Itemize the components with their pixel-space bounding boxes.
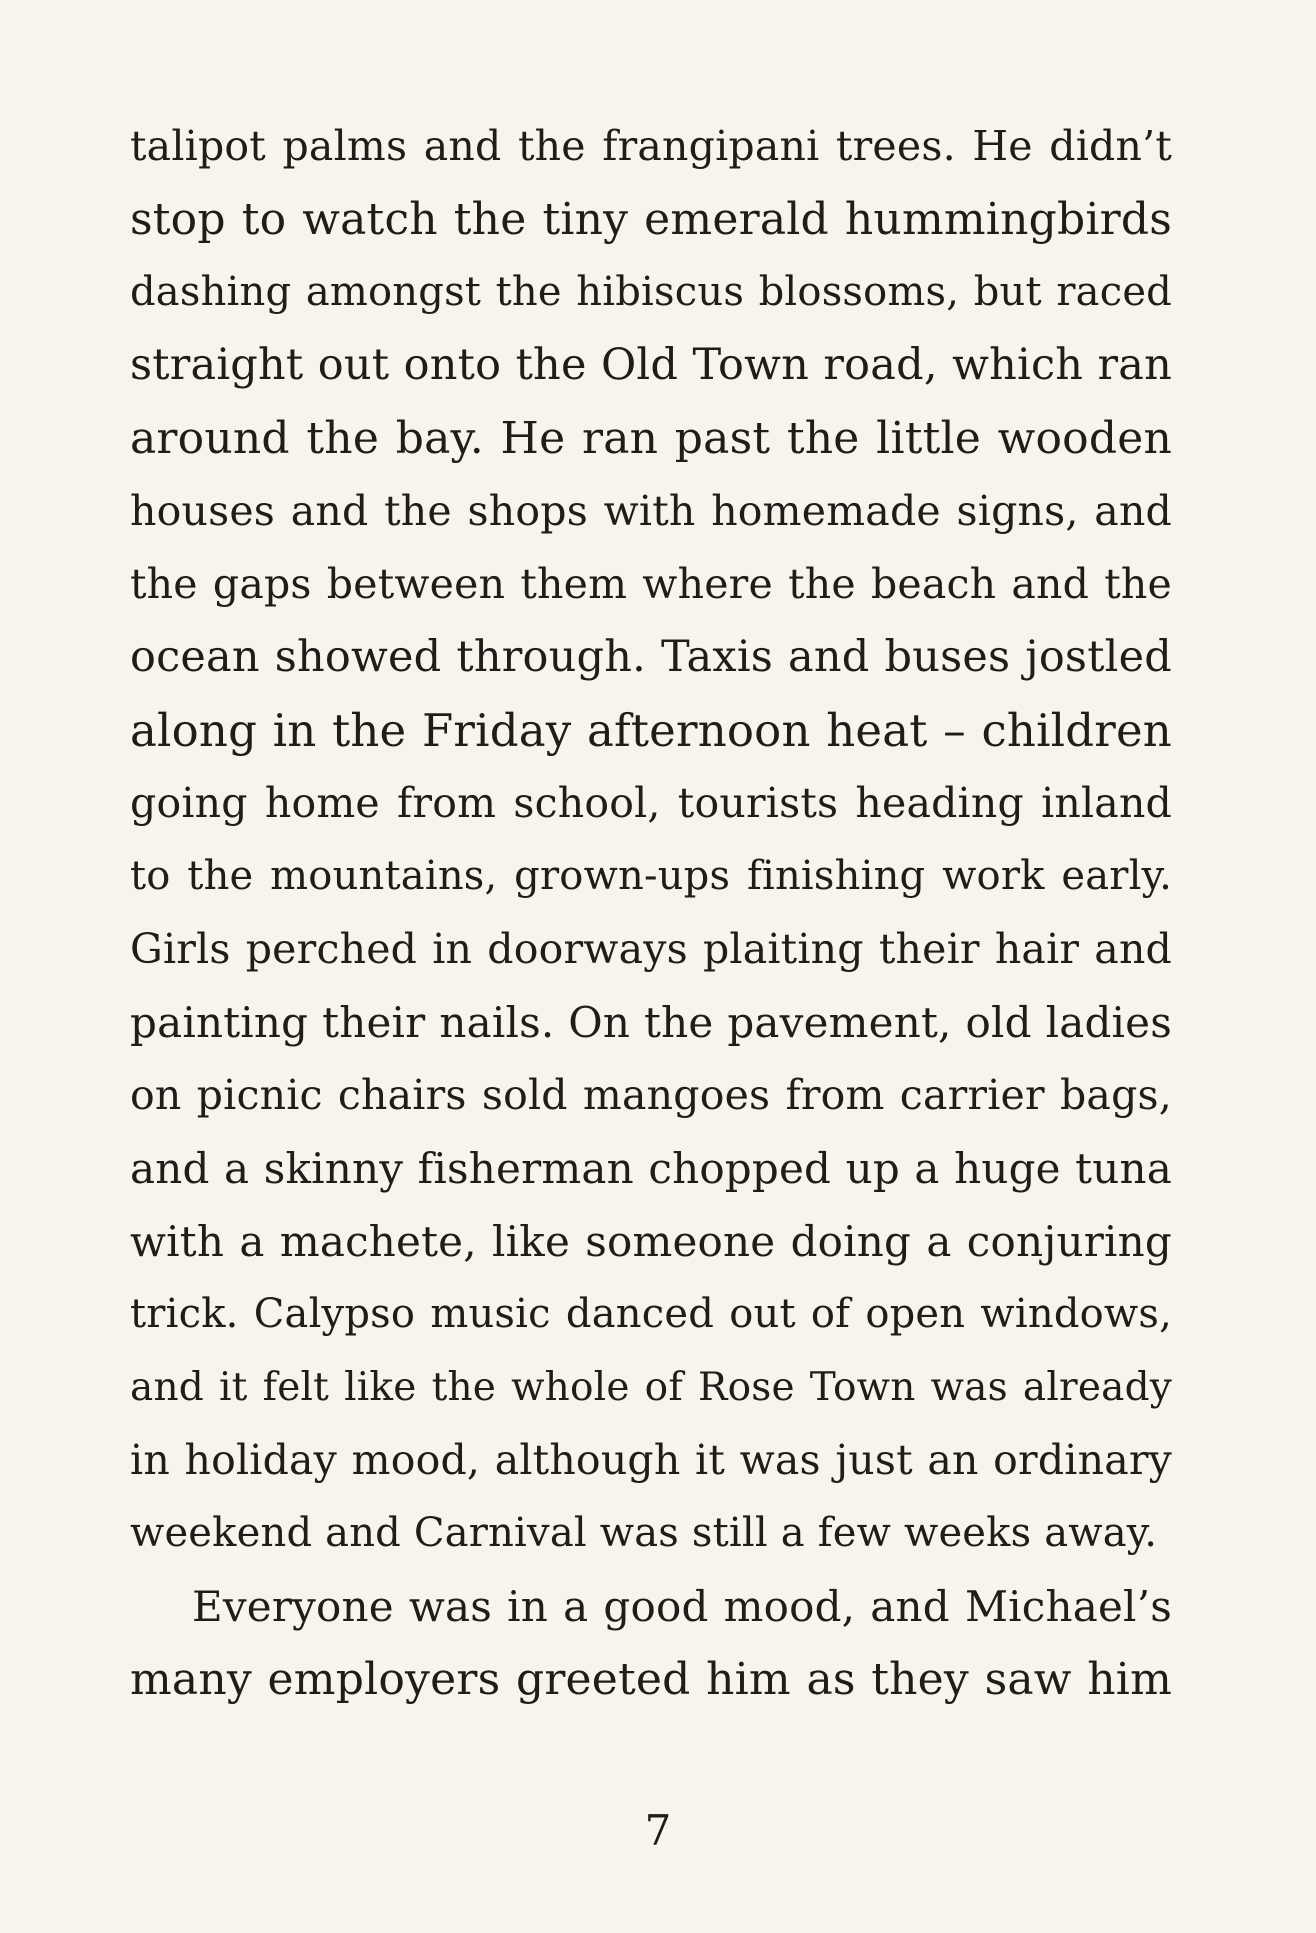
text-line: Girls perched in doorways plaiting their hair and: [130, 925, 1172, 973]
text-line: weekend and Carnival was still a few weeks away.: [130, 1510, 1158, 1556]
text-line: along in the Friday afternoon heat – children: [130, 704, 1172, 757]
text-line: on picnic chairs sold mangoes from carrier bags,: [130, 1071, 1172, 1119]
text-line: and it felt like the whole of Rose Town was already: [130, 1365, 1172, 1410]
text-line: and a skinny fisherman chopped up a huge tuna: [130, 1144, 1172, 1193]
text-line: stop to watch the tiny emerald hummingbirds: [130, 194, 1172, 245]
text-line: trick. Calypso music danced out of open windows,: [130, 1291, 1172, 1337]
text-line: the gaps between them where the beach and the: [130, 560, 1172, 608]
text-line: around the bay. He ran past the little wooden: [130, 413, 1172, 464]
paragraph: [130, 1570, 1172, 1716]
page-number: 7: [644, 1806, 672, 1855]
text-line: talipot palms and the frangipani trees. He didn’t: [130, 122, 1172, 170]
text-line: painting their nails. On the pavement, old ladies: [130, 998, 1172, 1047]
text-line: to the mountains, grown-ups finishing work early.: [130, 853, 1172, 899]
text-line: going home from school, tourists heading inland: [130, 779, 1172, 827]
body-text: [130, 110, 1172, 1716]
text-line: ocean showed through. Taxis and buses jostled: [130, 632, 1172, 682]
text-line: in holiday mood, although it was just an ordinary: [130, 1436, 1172, 1484]
text-line: houses and the shops with homemade signs, and: [130, 487, 1172, 535]
paragraph: [130, 110, 1172, 1570]
text-line: straight out onto the Old Town road, which ran: [130, 340, 1172, 390]
text-line: many employers greeted him as they saw him: [130, 1654, 1172, 1705]
text-line: dashing amongst the hibiscus blossoms, but raced: [130, 269, 1172, 315]
text-line: with a machete, like someone doing a conjuring: [130, 1217, 1172, 1266]
text-line: Everyone was in a good mood, and Michael’s: [192, 1582, 1172, 1631]
